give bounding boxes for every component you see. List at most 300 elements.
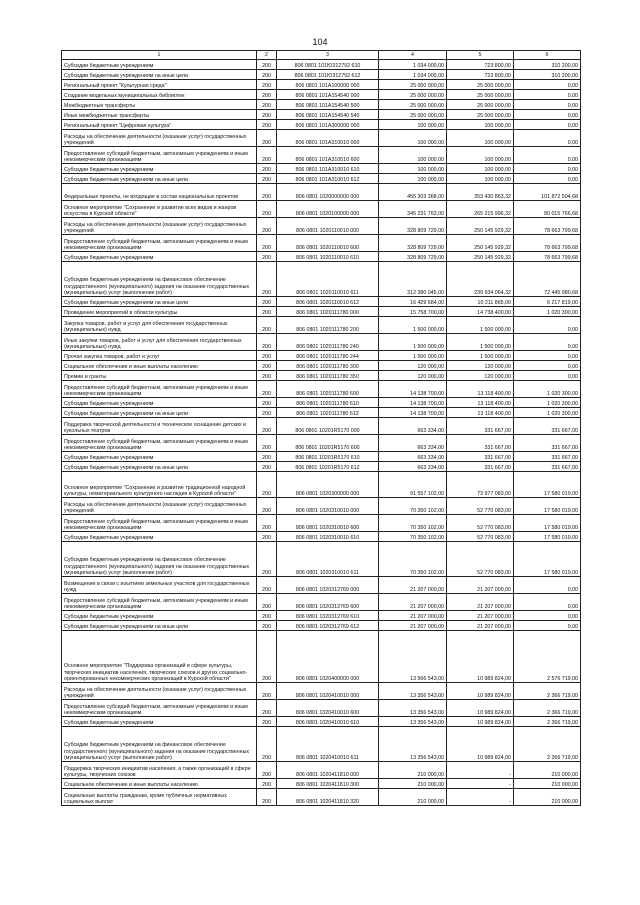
header-cell: 2 — [257, 51, 277, 60]
header-cell: 4 — [379, 51, 447, 60]
row-budget-code: 806 0801 1020111780 244 — [277, 351, 379, 361]
row-amount-remaining: 331 667,00 — [514, 452, 581, 462]
row-amount-remaining: 0,00 — [514, 351, 581, 361]
row-gr-code: 200 — [257, 218, 277, 235]
table-row — [62, 130, 581, 147]
row-name: Предоставление субсидий бюджетным, автономным учреждениям и иным некоммерческим организациям — [62, 381, 257, 398]
row-gr-code: 200 — [257, 100, 277, 110]
table-row — [62, 700, 581, 717]
row-amount-approved: 70 350 102,00 — [379, 498, 447, 515]
table-row — [62, 252, 581, 262]
row-amount-approved: 21 207 000,00 — [379, 594, 447, 611]
row-amount-remaining: 17 580 019,00 — [514, 542, 581, 577]
row-name: Социальное обеспечение и иные выплаты населению — [62, 361, 257, 371]
row-name: Расходы на обеспечение деятельности (оказание услуг) государственных учреждений — [62, 130, 257, 147]
row-amount-remaining: 0,00 — [514, 100, 581, 110]
row-amount-approved: 13 356 543,00 — [379, 717, 447, 727]
row-amount-approved: 15 758 700,00 — [379, 307, 447, 317]
row-gr-code: 200 — [257, 577, 277, 594]
row-gr-code: 200 — [257, 462, 277, 472]
table-row — [62, 435, 581, 452]
header-cell: 1 — [62, 51, 257, 60]
table-row — [62, 235, 581, 252]
row-amount-remaining: 0,00 — [514, 621, 581, 631]
row-name: Предоставление субсидий бюджетным, автономным учреждениям и иным некоммерческим организациям — [62, 435, 257, 452]
row-gr-code: 200 — [257, 542, 277, 577]
table-row — [62, 70, 581, 80]
row-budget-code: 806 0801 10201R5170 610 — [277, 452, 379, 462]
row-amount-remaining: 0,00 — [514, 361, 581, 371]
row-amount-approved: 345 231 763,00 — [379, 201, 447, 218]
table-row — [62, 462, 581, 472]
row-budget-code: 806 0801 1020111780 350 — [277, 371, 379, 381]
table-row — [62, 683, 581, 700]
row-amount-remaining: 210 000,00 — [514, 762, 581, 779]
row-amount-approved: 100 000,00 — [379, 130, 447, 147]
row-budget-code: 806 0801 1020411810 300 — [277, 779, 379, 789]
header-cell: 5 — [447, 51, 514, 60]
row-amount-executed: 10 211 865,00 — [447, 297, 514, 307]
row-amount-approved: 70 350 102,00 — [379, 515, 447, 532]
row-amount-approved: 13 566 543,00 — [379, 631, 447, 683]
table-row — [62, 201, 581, 218]
row-amount-approved: 14 138 700,00 — [379, 408, 447, 418]
row-amount-executed: 21 207 000,00 — [447, 611, 514, 621]
row-amount-executed: 10 989 824,00 — [447, 727, 514, 762]
row-amount-executed: 25 000 000,00 — [447, 110, 514, 120]
row-amount-approved: 663 334,00 — [379, 462, 447, 472]
table-row — [62, 80, 581, 90]
row-gr-code: 200 — [257, 262, 277, 297]
row-amount-approved: 1 500 000,00 — [379, 351, 447, 361]
row-amount-executed: 100 000,00 — [447, 164, 514, 174]
row-budget-code: 806 0801 1020111780 000 — [277, 307, 379, 317]
row-gr-code: 200 — [257, 472, 277, 498]
row-budget-code: 806 0801 10201R5170 612 — [277, 462, 379, 472]
row-amount-approved: 91 557 102,00 — [379, 472, 447, 498]
row-budget-code: 806 0801 1020110010 600 — [277, 235, 379, 252]
row-amount-approved: 328 809 729,00 — [379, 218, 447, 235]
row-budget-code: 806 0801 1020310010 000 — [277, 498, 379, 515]
row-amount-executed: 21 207 000,00 — [447, 594, 514, 611]
row-amount-approved: 100 000,00 — [379, 174, 447, 184]
row-amount-approved: 210 000,00 — [379, 762, 447, 779]
row-amount-executed: 250 145 929,32 — [447, 218, 514, 235]
row-amount-executed: 331 667,00 — [447, 435, 514, 452]
row-amount-approved: 1 034 000,00 — [379, 60, 447, 70]
row-budget-code: 806 0801 1020110010 612 — [277, 297, 379, 307]
row-amount-executed: 331 667,00 — [447, 452, 514, 462]
table-row — [62, 542, 581, 577]
row-budget-code: 806 0801 1020312769 000 — [277, 577, 379, 594]
row-budget-code: 806 0801 1020411810 000 — [277, 762, 379, 779]
row-budget-code: 806 0801 1020000000 000 — [277, 184, 379, 201]
row-amount-remaining: 1 020 300,00 — [514, 398, 581, 408]
row-amount-remaining: 6 217 819,00 — [514, 297, 581, 307]
table-header-row — [62, 51, 581, 60]
row-name: Региональный проект "Культурная среда" — [62, 80, 257, 90]
row-budget-code: 806 0801 101А100000 000 — [277, 80, 379, 90]
row-amount-executed: 250 145 929,32 — [447, 252, 514, 262]
row-budget-code: 806 0801 101А310010 600 — [277, 147, 379, 164]
row-name: Предоставление субсидий бюджетным, автономным учреждениям и иным некоммерческим организациям — [62, 700, 257, 717]
row-budget-code: 806 0801 1020400000 000 — [277, 631, 379, 683]
row-amount-executed: 73 977 083,00 — [447, 472, 514, 498]
row-amount-approved: 21 207 000,00 — [379, 611, 447, 621]
row-amount-executed: 239 934 064,32 — [447, 262, 514, 297]
row-gr-code: 200 — [257, 120, 277, 130]
row-amount-remaining: 0,00 — [514, 577, 581, 594]
row-gr-code: 200 — [257, 762, 277, 779]
row-amount-executed: 10 989 824,00 — [447, 717, 514, 727]
row-name: Федеральные проекты, не входящие в состав национальных проектов — [62, 184, 257, 201]
row-name: Иные межбюджетные трансферты — [62, 110, 257, 120]
row-amount-approved: 16 429 684,00 — [379, 297, 447, 307]
table-row — [62, 515, 581, 532]
row-budget-code: 806 0801 101А310010 610 — [277, 164, 379, 174]
row-amount-remaining: 0,00 — [514, 334, 581, 351]
row-amount-approved: 21 207 000,00 — [379, 577, 447, 594]
row-amount-remaining: 1 020 300,00 — [514, 381, 581, 398]
row-gr-code: 200 — [257, 80, 277, 90]
row-gr-code: 200 — [257, 307, 277, 317]
row-name: Субсидии бюджетным учреждениям на иные цели — [62, 297, 257, 307]
row-amount-remaining: 2 366 719,00 — [514, 683, 581, 700]
row-name: Социальные выплаты гражданам, кроме публичных нормативных социальных выплат — [62, 789, 257, 806]
row-amount-approved: 1 500 000,00 — [379, 317, 447, 334]
row-name: Субсидии бюджетным учреждениям — [62, 452, 257, 462]
row-name: Межбюджетные трансферты — [62, 100, 257, 110]
table-row — [62, 621, 581, 631]
row-amount-remaining: 0,00 — [514, 611, 581, 621]
row-gr-code: 200 — [257, 683, 277, 700]
row-amount-executed: 14 738 400,00 — [447, 307, 514, 317]
row-name: Предоставление субсидий бюджетным, автономным учреждениям и иным некоммерческим организациям — [62, 594, 257, 611]
row-amount-approved: 14 138 700,00 — [379, 381, 447, 398]
row-amount-executed: 100 000,00 — [447, 120, 514, 130]
row-gr-code: 200 — [257, 515, 277, 532]
table-row — [62, 779, 581, 789]
row-gr-code: 200 — [257, 60, 277, 70]
row-amount-executed: 331 667,00 — [447, 462, 514, 472]
row-name: Предоставление субсидий бюджетным, автономным учреждениям и иным некоммерческим организациям — [62, 235, 257, 252]
row-name: Субсидии бюджетным учреждениям — [62, 164, 257, 174]
row-name: Расходы на обеспечение деятельности (оказание услуг) государственных учреждений — [62, 498, 257, 515]
table-row — [62, 398, 581, 408]
row-amount-approved: 25 000 000,00 — [379, 100, 447, 110]
row-amount-approved: 210 000,00 — [379, 779, 447, 789]
row-gr-code: 200 — [257, 789, 277, 806]
row-amount-remaining: 0,00 — [514, 120, 581, 130]
row-amount-remaining: 0,00 — [514, 80, 581, 90]
table-row — [62, 594, 581, 611]
row-amount-executed: 21 207 000,00 — [447, 577, 514, 594]
row-name: Субсидии бюджетным учреждениям — [62, 60, 257, 70]
row-amount-remaining: 0,00 — [514, 174, 581, 184]
table-row — [62, 418, 581, 435]
table-row — [62, 90, 581, 100]
table-row — [62, 334, 581, 351]
row-gr-code: 200 — [257, 532, 277, 542]
row-budget-code: 806 0801 1020410010 000 — [277, 683, 379, 700]
row-gr-code: 200 — [257, 164, 277, 174]
row-name: Субсидии бюджетным учреждениям — [62, 252, 257, 262]
row-amount-remaining: 0,00 — [514, 371, 581, 381]
row-name: Прочая закупка товаров, работ и услуг — [62, 351, 257, 361]
row-amount-executed: 10 989 824,00 — [447, 631, 514, 683]
row-amount-approved: 70 350 102,00 — [379, 542, 447, 577]
row-gr-code: 200 — [257, 361, 277, 371]
row-budget-code: 806 0801 10201R5170 000 — [277, 418, 379, 435]
row-amount-remaining: 0,00 — [514, 130, 581, 147]
row-budget-code: 806 0801 10201R5170 600 — [277, 435, 379, 452]
row-amount-approved: 663 334,00 — [379, 452, 447, 462]
row-budget-code: 806 0801 101А300000 000 — [277, 120, 379, 130]
row-gr-code: 200 — [257, 317, 277, 334]
row-budget-code: 806 0801 101А154540 540 — [277, 110, 379, 120]
row-name: Расходы на обеспечение деятельности (оказание услуг) государственных учреждений — [62, 683, 257, 700]
row-amount-executed: - — [447, 762, 514, 779]
row-name: Основное мероприятие "Поддержка организаций в сфере культуры, творческих инициатив населения, творческих союзов и других социально-ориентированных некоммерческих организаций в Курской области" — [62, 631, 257, 683]
row-amount-executed: 100 000,00 — [447, 130, 514, 147]
row-amount-remaining: 0,00 — [514, 317, 581, 334]
table-row — [62, 717, 581, 727]
row-amount-executed: 100 000,00 — [447, 174, 514, 184]
row-gr-code: 200 — [257, 371, 277, 381]
row-amount-remaining: 1 020 300,00 — [514, 307, 581, 317]
row-budget-code: 806 0801 1020411810 320 — [277, 789, 379, 806]
row-budget-code: 806 0801 1020100000 000 — [277, 201, 379, 218]
row-budget-code: 806 0801 101А154540 500 — [277, 100, 379, 110]
row-amount-approved: 70 350 102,00 — [379, 532, 447, 542]
row-gr-code: 200 — [257, 398, 277, 408]
row-name: Создание модельных муниципальных библиотек — [62, 90, 257, 100]
row-budget-code: 806 0801 1020111780 300 — [277, 361, 379, 371]
row-gr-code: 200 — [257, 418, 277, 435]
row-amount-executed: 723 800,00 — [447, 60, 514, 70]
row-amount-approved: 25 000 000,00 — [379, 80, 447, 90]
row-name: Субсидии бюджетным учреждениям на финансовое обеспечение государственного (муниципального) задания на оказание государственных (муниципальных) услуг (выполнение работ) — [62, 542, 257, 577]
row-gr-code: 200 — [257, 621, 277, 631]
table-row — [62, 184, 581, 201]
row-name: Предоставление субсидий бюджетным, автономным учреждениям и иным некоммерческим организациям — [62, 515, 257, 532]
row-amount-approved: 663 334,00 — [379, 418, 447, 435]
row-name: Основное мероприятие "Сохранение и развитие всех видов и жанров искусства в Курской области" — [62, 201, 257, 218]
row-amount-executed: 52 770 083,00 — [447, 542, 514, 577]
row-budget-code: 806 0801 1020111780 612 — [277, 408, 379, 418]
row-amount-remaining: 210 000,00 — [514, 789, 581, 806]
row-gr-code: 200 — [257, 184, 277, 201]
row-amount-remaining: 101 872 504,68 — [514, 184, 581, 201]
row-name: Проведение мероприятий в области культуры — [62, 307, 257, 317]
row-budget-code: 806 0801 1020312769 610 — [277, 611, 379, 621]
table-row — [62, 361, 581, 371]
row-amount-executed: 353 430 863,32 — [447, 184, 514, 201]
header-cell: 6 — [514, 51, 581, 60]
row-name: Закупка товаров, работ и услуг для обеспечения государственных (муниципальных) нужд — [62, 317, 257, 334]
row-amount-executed: 25 000 000,00 — [447, 90, 514, 100]
row-name: Субсидии бюджетным учреждениям — [62, 611, 257, 621]
row-budget-code: 806 0801 1020111780 200 — [277, 317, 379, 334]
row-gr-code: 200 — [257, 408, 277, 418]
row-amount-remaining: 331 667,00 — [514, 418, 581, 435]
row-amount-approved: 1 034 000,00 — [379, 70, 447, 80]
table-row — [62, 351, 581, 361]
row-gr-code: 200 — [257, 70, 277, 80]
table-row — [62, 100, 581, 110]
row-amount-approved: 13 356 543,00 — [379, 683, 447, 700]
row-amount-executed: 21 207 000,00 — [447, 621, 514, 631]
table-row — [62, 727, 581, 762]
row-amount-approved: 13 356 543,00 — [379, 727, 447, 762]
row-amount-executed: - — [447, 789, 514, 806]
row-budget-code: 806 0801 1020312769 612 — [277, 621, 379, 631]
table-row — [62, 262, 581, 297]
row-gr-code: 200 — [257, 435, 277, 452]
row-budget-code: 806 0801 1020310010 610 — [277, 532, 379, 542]
row-budget-code: 806 0801 101А310010 000 — [277, 130, 379, 147]
row-amount-remaining: 0,00 — [514, 110, 581, 120]
row-budget-code: 806 0801 1020410010 600 — [277, 700, 379, 717]
row-gr-code: 200 — [257, 147, 277, 164]
row-name: Субсидии бюджетным учреждениям на иные цели — [62, 174, 257, 184]
row-name: Основное мероприятие "Сохранение и развитие традиционной народной культуры, нематериального культурного наследия в Курской области" — [62, 472, 257, 498]
row-budget-code: 806 0801 1020410010 610 — [277, 717, 379, 727]
row-budget-code: 806 0801 1020110010 611 — [277, 262, 379, 297]
row-gr-code: 200 — [257, 779, 277, 789]
row-amount-remaining: 78 663 799,68 — [514, 252, 581, 262]
row-amount-approved: 13 356 543,00 — [379, 700, 447, 717]
row-budget-code: 806 0801 101А310010 612 — [277, 174, 379, 184]
row-budget-code: 806 0801 1020110010 000 — [277, 218, 379, 235]
table-row — [62, 611, 581, 621]
row-amount-approved: 14 138 700,00 — [379, 398, 447, 408]
row-name: Субсидии бюджетным учреждениям — [62, 717, 257, 727]
row-amount-remaining: 2 366 719,00 — [514, 700, 581, 717]
row-gr-code: 200 — [257, 252, 277, 262]
row-gr-code: 200 — [257, 631, 277, 683]
row-gr-code: 200 — [257, 452, 277, 462]
row-amount-approved: 25 000 000,00 — [379, 110, 447, 120]
row-amount-remaining: 0,00 — [514, 147, 581, 164]
row-gr-code: 200 — [257, 90, 277, 100]
row-budget-code: 806 0801 101Ю312792 612 — [277, 70, 379, 80]
row-budget-code: 806 0801 1020312769 600 — [277, 594, 379, 611]
table-row — [62, 60, 581, 70]
row-amount-executed: 120 000,00 — [447, 361, 514, 371]
row-amount-executed: 250 145 929,32 — [447, 235, 514, 252]
row-gr-code: 200 — [257, 381, 277, 398]
row-amount-remaining: 0,00 — [514, 594, 581, 611]
row-name: Предоставление субсидий бюджетным, автономным учреждениям и иным некоммерческим организациям — [62, 147, 257, 164]
row-budget-code: 806 0801 1020111780 240 — [277, 334, 379, 351]
table-row — [62, 789, 581, 806]
table-row — [62, 174, 581, 184]
table-row — [62, 408, 581, 418]
row-name: Социальное обеспечение и иные выплаты населению — [62, 779, 257, 789]
row-name: Субсидии бюджетным учреждениям на иные цели — [62, 462, 257, 472]
table-row — [62, 577, 581, 594]
row-name: Поддержка творческих инициатив населения, а также организаций в сфере культуры, творческих союзов — [62, 762, 257, 779]
row-amount-approved: 21 207 000,00 — [379, 621, 447, 631]
table-row — [62, 532, 581, 542]
table-row — [62, 498, 581, 515]
row-amount-executed: 1 500 000,00 — [447, 334, 514, 351]
row-amount-approved: 328 809 729,00 — [379, 235, 447, 252]
row-amount-approved: 1 500 000,00 — [379, 334, 447, 351]
row-amount-approved: 455 303 368,00 — [379, 184, 447, 201]
row-gr-code: 200 — [257, 110, 277, 120]
row-name: Премии и гранты — [62, 371, 257, 381]
row-gr-code: 200 — [257, 611, 277, 621]
row-amount-executed: 13 118 400,00 — [447, 381, 514, 398]
row-budget-code: 806 0801 1020110010 610 — [277, 252, 379, 262]
row-gr-code: 200 — [257, 174, 277, 184]
row-amount-approved: 100 000,00 — [379, 120, 447, 130]
row-amount-approved: 210 000,00 — [379, 789, 447, 806]
row-amount-remaining: 78 663 799,68 — [514, 235, 581, 252]
row-amount-remaining: 331 667,00 — [514, 435, 581, 452]
row-amount-executed: - — [447, 779, 514, 789]
row-gr-code: 200 — [257, 130, 277, 147]
row-name: Иные закупки товаров, работ и услуг для обеспечения государственных (муниципальных) нужд — [62, 334, 257, 351]
row-amount-remaining: 17 580 019,00 — [514, 532, 581, 542]
row-amount-executed: 10 989 824,00 — [447, 700, 514, 717]
row-amount-approved: 25 000 000,00 — [379, 90, 447, 100]
row-budget-code: 806 0801 1020310010 611 — [277, 542, 379, 577]
table-row — [62, 762, 581, 779]
row-gr-code: 200 — [257, 700, 277, 717]
row-name: Субсидии бюджетным учреждениям на иные цели — [62, 70, 257, 80]
row-name: Региональный проект "Цифровая культура" — [62, 120, 257, 130]
row-amount-remaining: 0,00 — [514, 164, 581, 174]
row-budget-code: 806 0801 1020410010 611 — [277, 727, 379, 762]
row-amount-remaining: 80 015 766,68 — [514, 201, 581, 218]
row-budget-code: 806 0801 101А154540 000 — [277, 90, 379, 100]
row-amount-executed: 25 000 000,00 — [447, 80, 514, 90]
row-amount-approved: 120 000,00 — [379, 371, 447, 381]
row-amount-executed: 1 500 000,00 — [447, 351, 514, 361]
row-amount-executed: 13 118 400,00 — [447, 398, 514, 408]
row-amount-remaining: 310 200,00 — [514, 70, 581, 80]
table-row — [62, 218, 581, 235]
row-amount-executed: 52 770 083,00 — [447, 515, 514, 532]
row-gr-code: 200 — [257, 351, 277, 361]
row-amount-executed: 52 770 083,00 — [447, 498, 514, 515]
table-row — [62, 452, 581, 462]
table-row — [62, 307, 581, 317]
row-amount-remaining: 0,00 — [514, 90, 581, 100]
row-budget-code: 806 0801 101Ю312792 610 — [277, 60, 379, 70]
row-amount-remaining: 17 580 019,00 — [514, 498, 581, 515]
row-budget-code: 806 0801 1020111780 600 — [277, 381, 379, 398]
table-row — [62, 472, 581, 498]
row-budget-code: 806 0801 1020111780 610 — [277, 398, 379, 408]
row-amount-remaining: 2 576 719,00 — [514, 631, 581, 683]
row-gr-code: 200 — [257, 498, 277, 515]
row-gr-code: 200 — [257, 201, 277, 218]
row-name: Субсидии бюджетным учреждениям — [62, 532, 257, 542]
row-budget-code: 806 0801 1020310010 600 — [277, 515, 379, 532]
row-amount-remaining: 1 020 300,00 — [514, 408, 581, 418]
row-amount-executed: 331 667,00 — [447, 418, 514, 435]
row-gr-code: 200 — [257, 594, 277, 611]
row-name: Субсидии бюджетным учреждениям на иные цели — [62, 408, 257, 418]
row-amount-remaining: 310 200,00 — [514, 60, 581, 70]
table-row — [62, 120, 581, 130]
table-row — [62, 110, 581, 120]
row-amount-approved: 328 809 729,00 — [379, 252, 447, 262]
